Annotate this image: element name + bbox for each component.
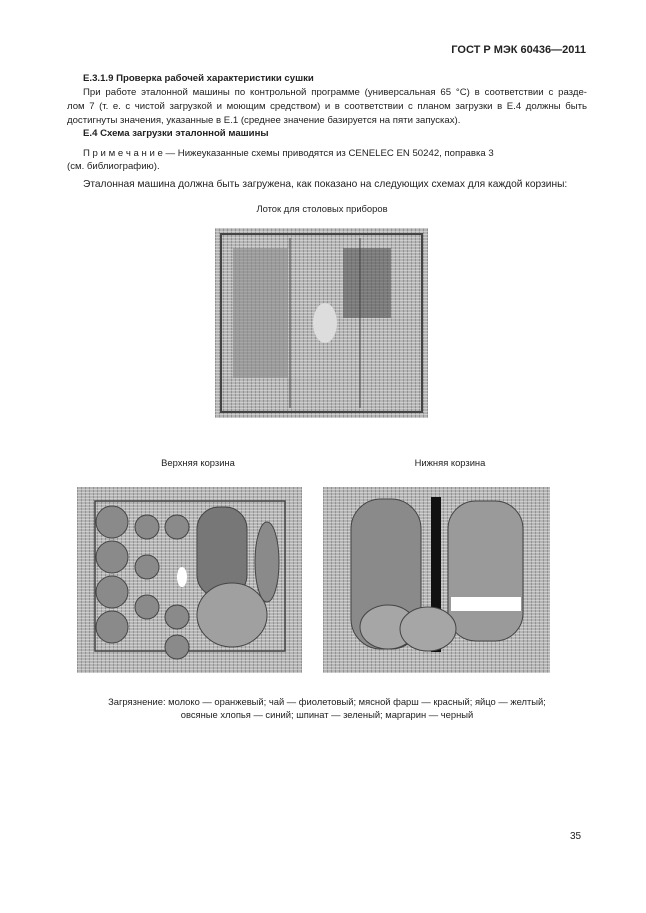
note-line: (см. библиографию).	[67, 161, 160, 172]
lower-basket-image	[323, 487, 550, 673]
note-line: П р и м е ч а н и е — Нижеуказанные схемы приводятся из CENELEC EN 50242, поправка 3	[83, 148, 494, 159]
cutlery-tray-drawing	[215, 228, 428, 418]
paragraph-line: лом 7 (т. е. с чистой загрузкой и моющим средством) и в соответствии с планом загрузки в Е.4 должны быть	[67, 101, 587, 112]
intro-text: Эталонная машина должна быть загружена, как показано на следующих схемах для каждой корзины:	[83, 179, 568, 190]
document-id: ГОСТ Р МЭК 60436—2011	[451, 44, 586, 56]
cutlery-caption: Лоток для столовых приборов	[256, 203, 388, 214]
lower-basket-caption: Нижняя корзина	[414, 457, 486, 468]
upper-basket-caption: Верхняя корзина	[161, 457, 235, 468]
paragraph-line: достигнуты значения, указанные в Е.1 (среднее значение базируется на пяти запусках).	[67, 115, 461, 126]
section-heading-e319: Е.3.1.9 Проверка рабочей характеристики сушки	[83, 73, 314, 84]
upper-basket-image	[77, 487, 302, 673]
page-number: 35	[570, 831, 582, 842]
section-heading-e4: Е.4 Схема загрузки эталонной машины	[83, 128, 269, 139]
upper-basket-drawing	[77, 487, 302, 673]
soiling-legend-line: овсяные хлопья — синий; шпинат — зеленый; маргарин — черный	[180, 709, 474, 720]
soiling-legend-line: Загрязнение: молоко — оранжевый; чай — фиолетовый; мясной фарш — красный; яйцо — желтый;	[108, 696, 546, 707]
lower-basket-drawing	[323, 487, 550, 673]
cutlery-tray-image	[215, 228, 428, 418]
paragraph-line: При работе эталонной машины по контрольной программе (универсальная 65 °С) в соответствии с разде-	[83, 87, 587, 98]
